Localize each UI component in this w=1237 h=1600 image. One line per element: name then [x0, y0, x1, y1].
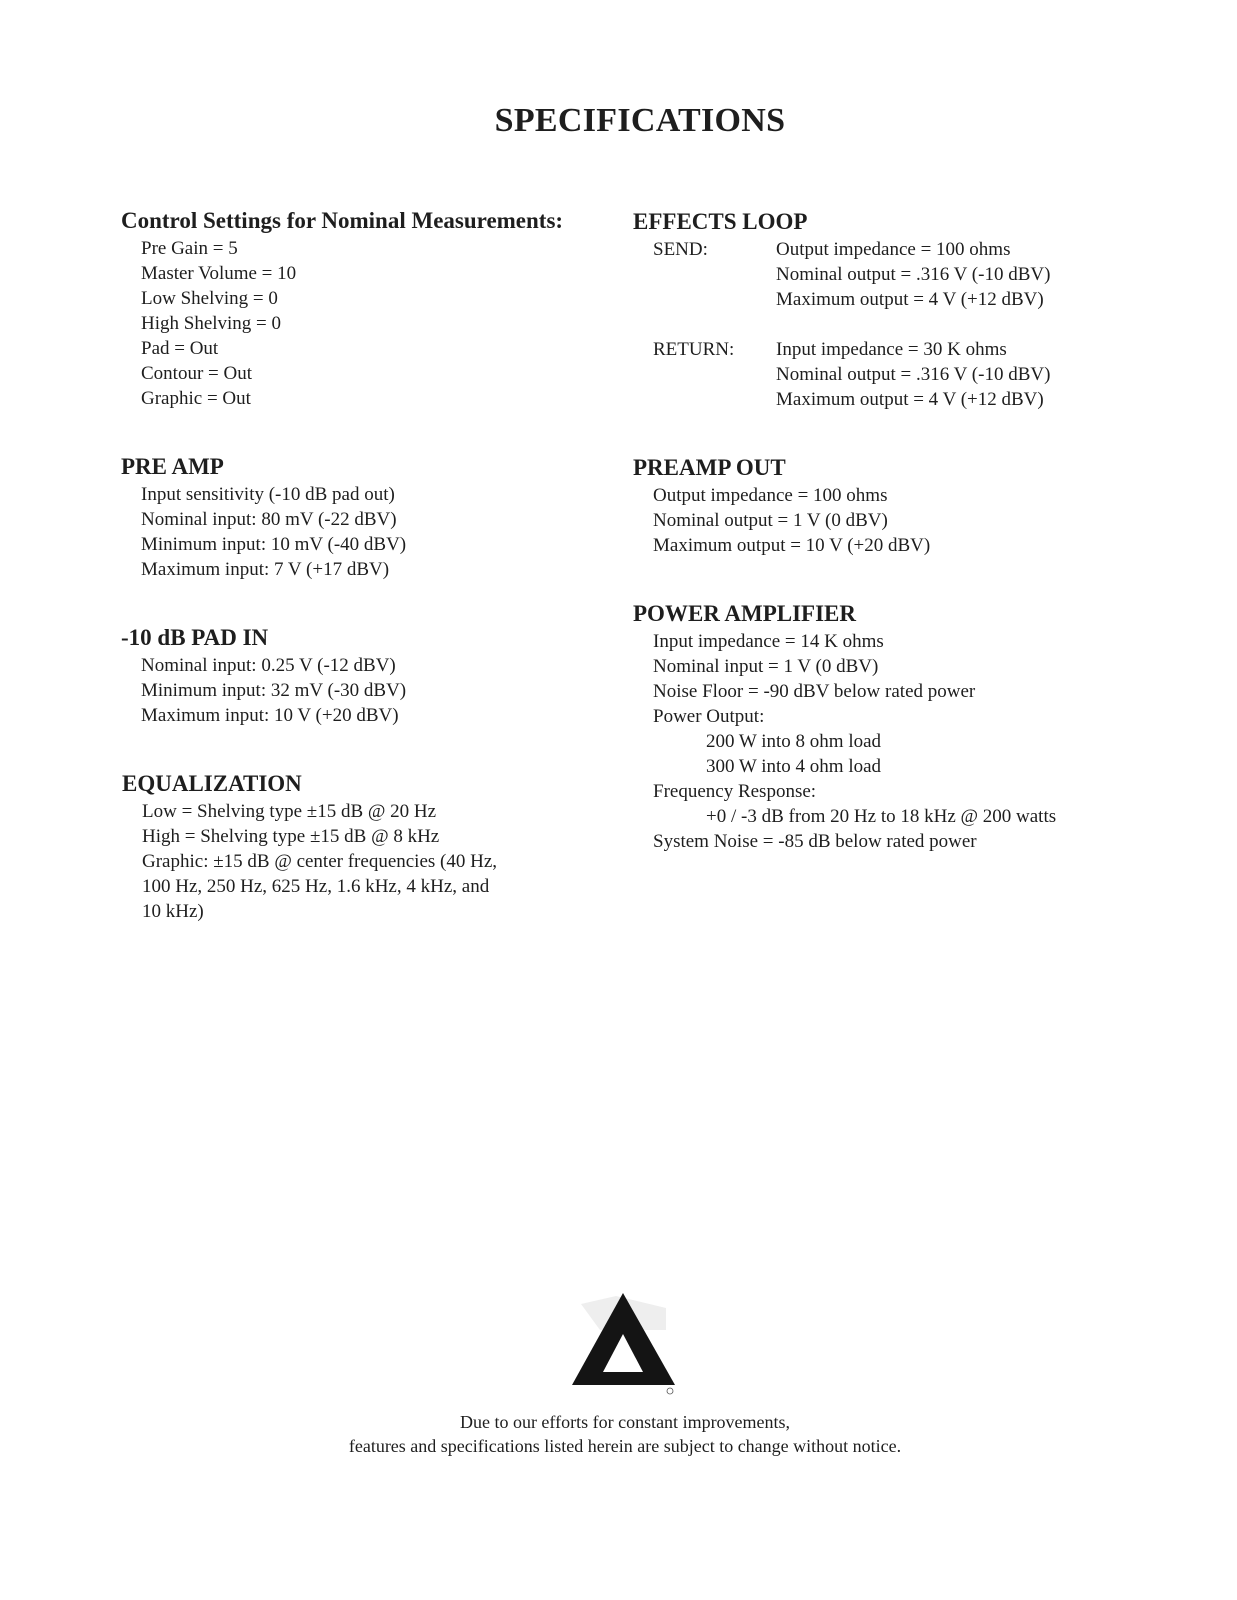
spec-line: Minimum input: 10 mV (-40 dBV)	[141, 534, 407, 555]
spec-line: Graphic = Out	[141, 388, 251, 409]
spec-line: Noise Floor = -90 dBV below rated power	[653, 681, 976, 702]
spec-line: 10 kHz)	[142, 901, 204, 922]
spec-line: Output impedance = 100 ohms	[653, 485, 888, 506]
pad-in-heading: -10 dB PAD IN	[121, 625, 269, 650]
preamp-section	[121, 452, 406, 582]
spec-line: Input sensitivity (-10 dB pad out)	[141, 484, 395, 505]
spec-line: +0 / -3 dB from 20 Hz to 18 kHz @ 200 watts	[706, 806, 1057, 827]
spec-line: 300 W into 4 ohm load	[706, 756, 882, 777]
footer-line-1: Due to our efforts for constant improvements,	[459, 1412, 791, 1432]
spec-line: Frequency Response:	[653, 781, 817, 802]
spec-line: Power Output:	[653, 706, 765, 727]
page-title: SPECIFICATIONS	[494, 102, 786, 139]
preamp-out-section	[633, 453, 930, 558]
effects-loop-heading: EFFECTS LOOP	[633, 209, 808, 234]
spec-line: Input impedance = 30 K ohms	[776, 339, 1007, 360]
spec-line: Pre Gain = 5	[141, 238, 238, 259]
return-label: RETURN:	[653, 339, 735, 360]
power-amplifier-section	[633, 599, 1056, 854]
spec-line: System Noise = -85 dB below rated power	[653, 831, 977, 852]
spec-line: Master Volume = 10	[141, 263, 297, 284]
send-row	[633, 237, 1050, 312]
spec-line: Maximum output = 4 V (+12 dBV)	[776, 389, 1044, 410]
spec-line: Nominal input = 1 V (0 dBV)	[653, 656, 879, 677]
control-settings-section	[121, 206, 563, 411]
return-row	[633, 337, 1050, 412]
preamp-heading: PRE AMP	[121, 454, 224, 479]
spec-line: Maximum input: 7 V (+17 dBV)	[141, 559, 390, 580]
effects-loop-section	[633, 207, 1050, 412]
spec-line: Pad = Out	[141, 338, 219, 359]
footer-line-2: features and specifications listed herein are subject to change without notice.	[348, 1436, 902, 1456]
spec-line: High Shelving = 0	[141, 313, 282, 334]
spec-line: Low = Shelving type ±15 dB @ 20 Hz	[142, 801, 437, 822]
equalization-section	[122, 769, 497, 924]
spec-line: Maximum output = 10 V (+20 dBV)	[653, 535, 931, 556]
pad-in-section	[121, 623, 406, 728]
spec-line: Minimum input: 32 mV (-30 dBV)	[141, 680, 407, 701]
spec-line: Output impedance = 100 ohms	[776, 239, 1011, 260]
spec-line: Nominal input: 0.25 V (-12 dBV)	[141, 655, 396, 676]
spec-line: Input impedance = 14 K ohms	[653, 631, 884, 652]
control-settings-heading: Control Settings for Nominal Measurements:	[121, 208, 564, 233]
preamp-out-heading: PREAMP OUT	[633, 455, 786, 480]
spec-line: Low Shelving = 0	[141, 288, 278, 309]
spec-line: High = Shelving type ±15 dB @ 8 kHz	[142, 826, 440, 847]
send-label: SEND:	[653, 239, 708, 260]
spec-line: Maximum input: 10 V (+20 dBV)	[141, 705, 399, 726]
spec-line: Contour = Out	[141, 363, 252, 384]
spec-line: Nominal output = .316 V (-10 dBV)	[776, 264, 1051, 285]
triangle-logo-icon	[570, 1290, 680, 1400]
spec-line: Maximum output = 4 V (+12 dBV)	[776, 289, 1044, 310]
spec-line: 200 W into 8 ohm load	[706, 731, 882, 752]
spec-line: 100 Hz, 250 Hz, 625 Hz, 1.6 kHz, 4 kHz, and	[142, 876, 490, 897]
spec-line: Nominal output = 1 V (0 dBV)	[653, 510, 888, 531]
spec-line: Graphic: ±15 dB @ center frequencies (40 Hz,	[142, 851, 498, 872]
equalization-heading: EQUALIZATION	[122, 771, 302, 796]
power-amplifier-heading: POWER AMPLIFIER	[633, 601, 856, 626]
footer-notice	[0, 1410, 1237, 1458]
spec-line: Nominal output = .316 V (-10 dBV)	[776, 364, 1051, 385]
spec-line: Nominal input: 80 mV (-22 dBV)	[141, 509, 397, 530]
